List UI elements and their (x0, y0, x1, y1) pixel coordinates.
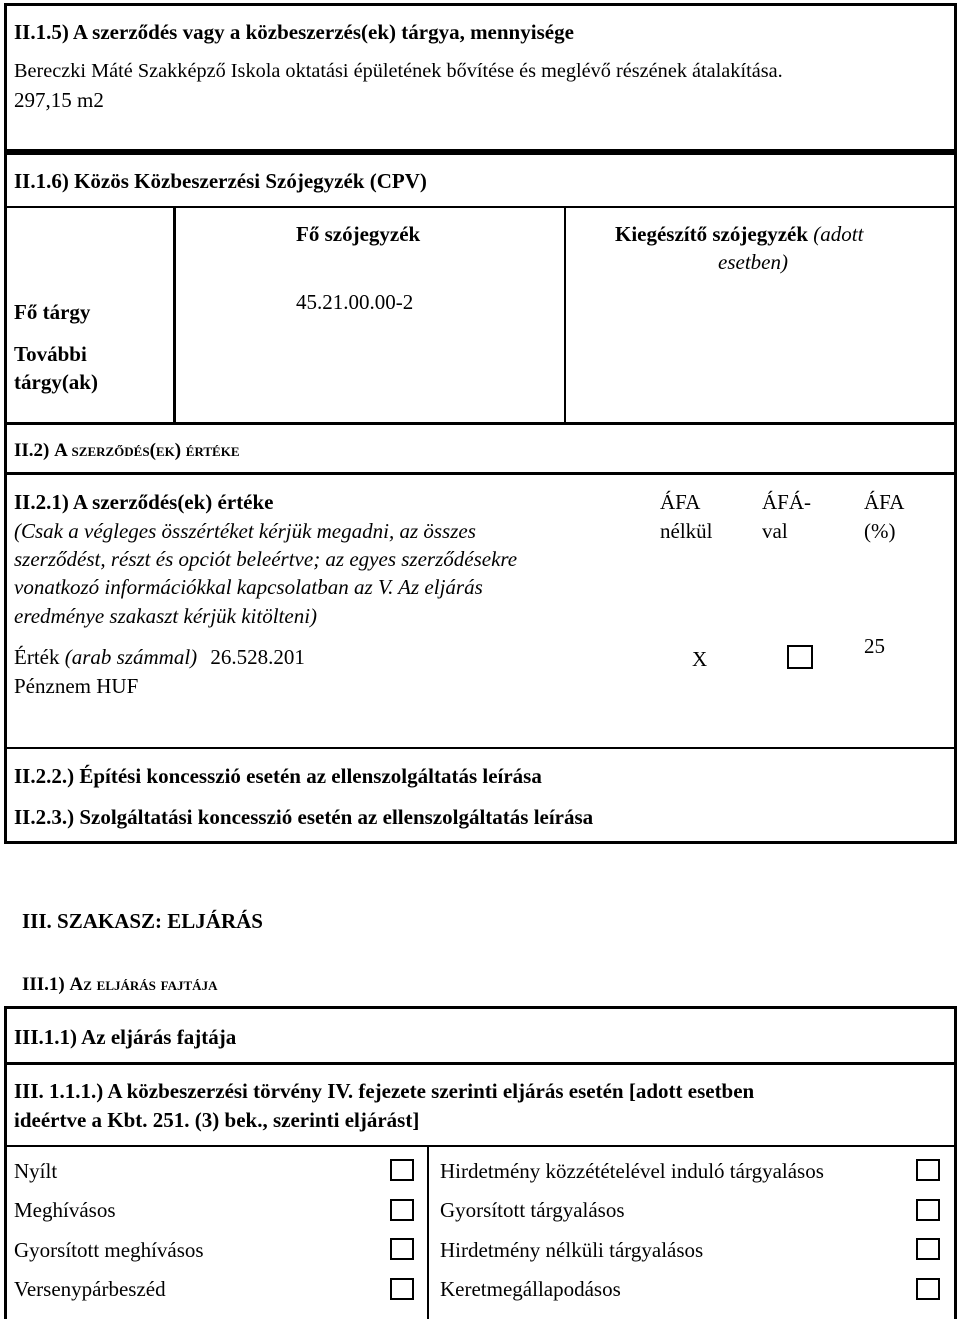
option-accelerated-negotiated-checkbox[interactable] (916, 1199, 940, 1221)
cpv-col-main: Fő szójegyzék (296, 222, 421, 246)
section-ii-2-divider (4, 472, 957, 475)
col-vat-pct-b: (%) (864, 519, 896, 543)
option-restricted-label: Meghívásos (14, 1198, 116, 1222)
procedure-table-top (4, 1145, 957, 1147)
col-without-vat-b: nélkül (660, 519, 713, 543)
option-restricted-checkbox[interactable] (390, 1199, 414, 1221)
section-iii-1-num: III.1) (22, 974, 65, 995)
section-ii-2-2: II.2.2.) Építési koncesszió esetén az ellenszolgáltatás leírása (14, 764, 542, 788)
subject-description: Bereczki Máté Szakképző Iskola oktatási épületének bővítése és meglévő részének átalakítása. (14, 60, 783, 82)
option-framework-label: Keretmegállapodásos (440, 1277, 621, 1301)
value-note-1: (Csak a végleges összértéket kérjük megadni, az összes (14, 519, 476, 543)
col-vat-pct-a: ÁFA (864, 490, 905, 514)
procedure-col-divider (427, 1145, 429, 1319)
with-vat-checkbox[interactable] (787, 645, 813, 669)
without-vat-mark: X (692, 647, 708, 671)
contract-value-row (14, 645, 305, 670)
section-iii-1-1-divider (4, 1062, 957, 1065)
cpv-col-supplementary (615, 222, 863, 247)
value-note-3: vonatkozó információkkal kapcsolatban az V. Az eljárás (14, 575, 483, 599)
col-with-vat-b: val (762, 519, 788, 543)
cpv-row-other-b: tárgy(ak) (14, 370, 98, 394)
cpv-table-bottom-border (4, 422, 957, 425)
option-negotiated-notice-label: Hirdetmény közzétételével induló tárgyalásos (440, 1159, 824, 1183)
cpv-row-main: Fő tárgy (14, 300, 91, 324)
value-amount: 26.528.201 (210, 645, 305, 669)
cpv-col-divider-1 (173, 206, 176, 424)
cpv-col-supp-note: (adott (813, 222, 864, 246)
section-ii-2-1-heading: II.2.1) A szerződés(ek) értéke (14, 490, 274, 514)
option-framework-checkbox[interactable] (916, 1278, 940, 1300)
currency-value: HUF (96, 674, 139, 698)
section-iii-1-title: Az eljárás fajtája (69, 974, 218, 995)
cpv-col-supp-label: Kiegészítő szójegyzék (615, 222, 809, 246)
col-without-vat-a: ÁFA (660, 490, 701, 514)
section-ii-2-title: A szerződés(ek) értéke (54, 440, 240, 461)
section-iii-1-heading (22, 974, 217, 996)
section-ii-1-5-heading: II.1.5) A szerződés vagy a közbeszerzés(ek) tárgya, mennyisége (14, 20, 574, 44)
option-negotiated-without-notice-checkbox[interactable] (916, 1238, 940, 1260)
section-iii-title: III. SZAKASZ: ELJÁRÁS (22, 909, 263, 933)
col-with-vat-a: ÁFÁ- (762, 490, 812, 514)
value-note-2: szerződést, részt és opciót beleértve; az egyes szerződésekre (14, 547, 518, 571)
cpv-row-other-a: További (14, 342, 87, 366)
option-negotiated-notice-checkbox[interactable] (916, 1159, 940, 1181)
option-competitive-dialogue-checkbox[interactable] (390, 1278, 414, 1300)
section-ii-2-1-divider (4, 747, 957, 749)
option-competitive-dialogue-label: Versenypárbeszéd (14, 1277, 166, 1301)
currency-label: Pénznem (14, 674, 91, 698)
section-ii-2-num: II.2) (14, 440, 50, 461)
vat-percent-value: 25 (864, 634, 885, 658)
section-ii-2-3: II.2.3.) Szolgáltatási koncesszió esetén az ellenszolgáltatás leírása (14, 805, 594, 829)
option-accelerated-restricted-checkbox[interactable] (390, 1238, 414, 1260)
subject-quantity: 297,15 m2 (14, 88, 104, 112)
section-ii-2-heading (14, 440, 240, 462)
option-accelerated-negotiated-label: Gyorsított tárgyalásos (440, 1198, 625, 1222)
option-open-checkbox[interactable] (390, 1159, 414, 1181)
section-iii-1-1-1-b: ideértve a Kbt. 251. (3) bek., szerinti eljárást] (14, 1108, 420, 1132)
value-note-4: eredménye szakaszt kérjük kitölteni) (14, 604, 318, 628)
cpv-col-divider-2 (564, 206, 566, 424)
cpv-heading: II.1.6) Közös Közbeszerzési Szójegyzék (CPV) (14, 169, 427, 193)
section-iii-1-1-1-a: III. 1.1.1.) A közbeszerzési törvény IV. fejezete szerinti eljárás esetén [adott esetben (14, 1079, 755, 1103)
currency-row (14, 674, 138, 699)
value-label: Érték (14, 645, 60, 669)
option-negotiated-without-notice-label: Hirdetmény nélküli tárgyalásos (440, 1238, 704, 1262)
section-iii-1-1: III.1.1) Az eljárás fajtája (14, 1025, 237, 1049)
cpv-table-top-border (4, 206, 957, 208)
value-label-note: (arab számmal) (64, 645, 198, 669)
option-accelerated-restricted-label: Gyorsított meghívásos (14, 1238, 204, 1262)
option-open-label: Nyílt (14, 1159, 58, 1183)
cpv-col-supp-note-2: esetben) (718, 250, 788, 274)
cpv-main-code: 45.21.00.00-2 (296, 290, 414, 314)
